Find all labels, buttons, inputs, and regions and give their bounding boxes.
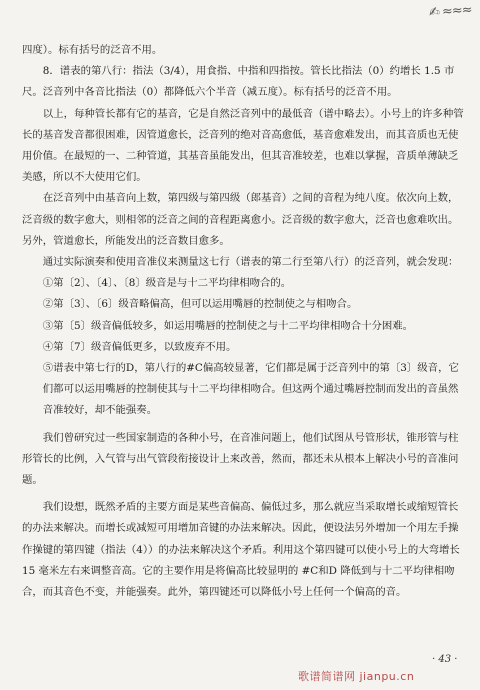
paragraph: 四度）。标有括号的泛音不用。	[22, 44, 163, 56]
watermark-text: 歌谱简谱网 jianpu.cn	[298, 670, 415, 683]
paragraph: ⑤谱表中第七行的D，第八行的#C偏高较显著，它们都是属于泛音列中的第〔3〕级音，它们都可以运用嘴唇的控制使其与十二平均律相吻合。但这两个通过嘴唇控制而发出的音虽然音准较好，却不能强奏。	[42, 362, 459, 417]
paragraph: 以上，每种管长都有它的基音，它是自然泛音列中的最低音（谱中略去）。小号上的许多种管长的基音发音都很困难，因管道愈长，泛音列的绝对音高愈低，基音愈难发出，而其音质也无使用价值。在最短的一、二种管道，其基音虽能发出，但其音准较差，也难以掌握，音质单薄缺乏美感，所以不大使用它们。	[22, 107, 464, 184]
paragraph: ①第〔2〕、〔4〕、〔8〕级音是与十二平均律相吻合的。	[42, 277, 292, 290]
paragraph: ②第〔3〕、〔6〕级音略偏高，但可以运用嘴唇的控制使之与相吻合。	[42, 298, 358, 311]
body-text	[22, 40, 467, 603]
paragraph: 我们曾研究过一些国家制造的各种小号，在音准问题上，他们试图从号管形状，锥形管与柱形管长的比例，入气管与出气管段衔接设计上来改善，然而，都还未从根本上解决小号的音准问题。	[22, 431, 459, 487]
paragraph: 在泛音列中由基音向上数，第四级与第四级（郎基音）之间的音程为纯八度。依次向上数，泛音级的数字愈大，则相邻的泛音之间的音程距离愈小。泛音级的数字愈大，泛音也愈难吹出。另外，管道愈长，所能发出的泛音数目愈多。	[22, 192, 459, 247]
handwritten-mark: ✍︎ ≈≈≈	[428, 2, 473, 21]
paragraph: ③第〔5〕级音偏低较多，如运用嘴唇的控制使之与十二平均律相吻合十分困难。	[42, 319, 414, 332]
page-number: · 43 ·	[432, 654, 458, 665]
paragraph: 我们设想，既然矛盾的主要方面是某些音偏高、偏低过多，那么就应当采取增长或缩短管长的办法来解决。而增长或减短可用增加音键的办法来解决。因此，便设法另外增加一个用左手操作操键的第四键（指法（4））的办法来解决这个矛盾。利用这个第四键可以使小号上的大弯增长 15 毫米左右来调整音高。它的主要作用是将偏高比较显明的 #C和D 降低到与十二平均律相吻合，而其音色不变，并能强奏。此外，第四键还可以降低小号上任何一个偏高的音。	[22, 501, 460, 599]
paragraph: 8．谱表的第八行：指法（3/4），用食指、中指和四指按。管长比指法（0）约增长 1.5 市尺。泛音列中各音比指法（0）都降低六个半音（减五度）。标有括号的泛音不用。	[22, 65, 455, 99]
paragraph: 通过实际演奏和使用音准仪来测量这七行（谱表的第二行至第八行）的泛音列，就会发现：	[42, 256, 459, 269]
paragraph: ④第〔7〕级音偏低更多，以致废弃不用。	[42, 340, 237, 353]
